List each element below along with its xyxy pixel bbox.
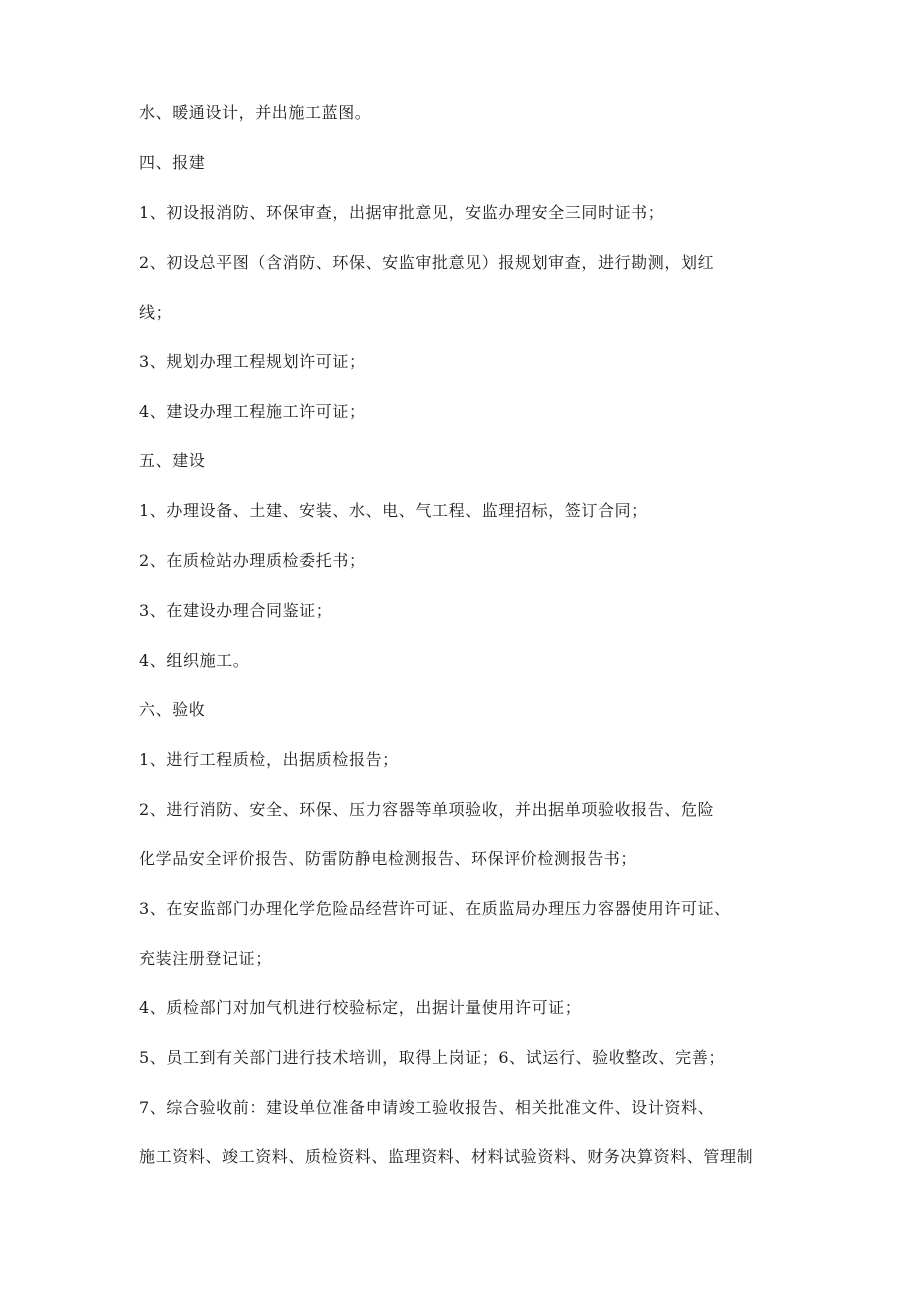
text-line: 4、建设办理工程施工许可证； (139, 402, 366, 421)
text-line: 7、综合验收前：建设单位准备申请竣工验收报告、相关批准文件、设计资料、 (139, 1098, 715, 1117)
text-line: 施工资料、竣工资料、质检资料、监理资料、材料试验资料、财务决算资料、管理制 (139, 1147, 754, 1166)
text-line: 水、暖通设计，并出施工蓝图。 (139, 103, 372, 122)
text-line: 化学品安全评价报告、防雷防静电检测报告、环保评价检测报告书； (139, 849, 638, 868)
text-line: 2、在质检站办理质检委托书； (139, 551, 366, 570)
text-line: 线； (139, 303, 173, 322)
text-line: 3、规划办理工程规划许可证； (139, 352, 366, 371)
text-line: 3、在安监部门办理化学危险品经营许可证、在质监局办理压力容器使用许可证、 (139, 899, 731, 918)
text-line: 1、初设报消防、环保审查，出据审批意见，安监办理安全三同时证书； (139, 203, 665, 222)
section-heading: 五、建设 (139, 451, 206, 470)
text-line: 2、初设总平图（含消防、环保、安监审批意见）报规划审查，进行勘测，划红 (139, 253, 715, 272)
text-line: 2、进行消防、安全、环保、压力容器等单项验收，并出据单项验收报告、危险 (139, 800, 715, 819)
text-line: 3、在建设办理合同鉴证； (139, 601, 333, 620)
text-line: 4、组织施工。 (139, 651, 250, 670)
section-heading: 四、报建 (139, 153, 206, 172)
text-line: 充装注册登记证； (139, 949, 272, 968)
text-line: 1、办理设备、土建、安装、水、电、气工程、监理招标，签订合同； (139, 501, 648, 520)
text-line: 5、员工到有关部门进行技术培训，取得上岗证；6、试运行、验收整改、完善； (139, 1048, 725, 1067)
section-heading: 六、验收 (139, 700, 206, 719)
text-line: 4、质检部门对加气机进行校验标定，出据计量使用许可证； (139, 998, 582, 1017)
text-line: 1、进行工程质检，出据质检报告； (139, 750, 399, 769)
